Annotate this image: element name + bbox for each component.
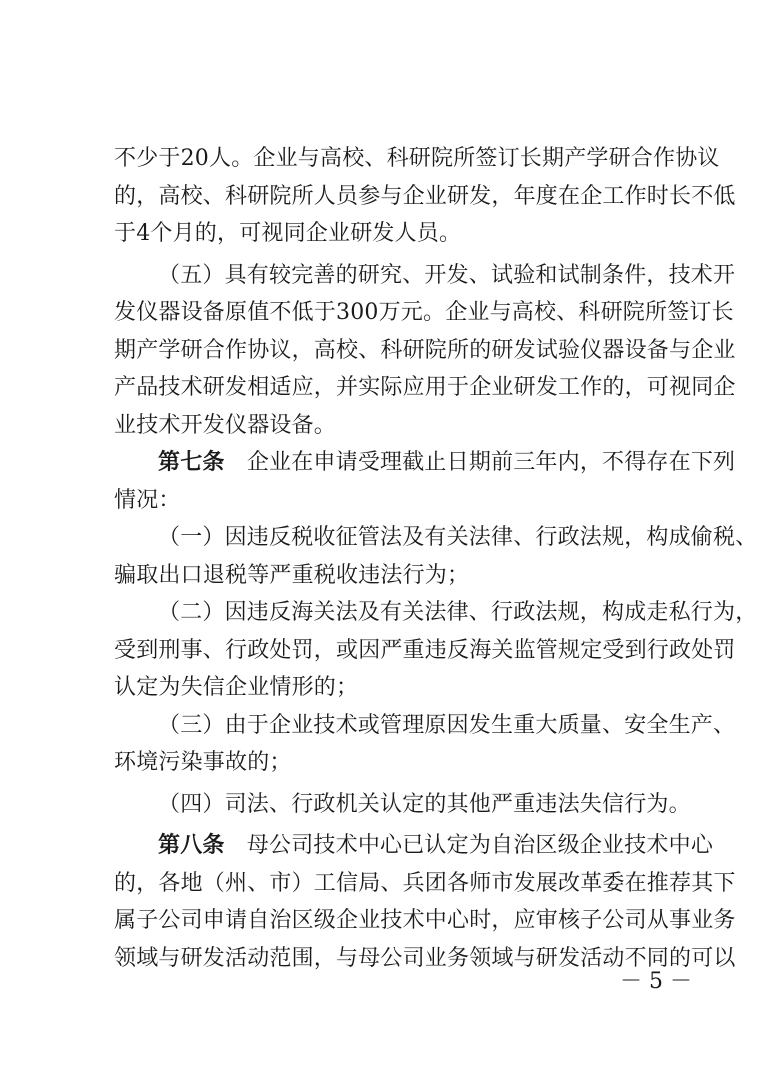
- text-line: 的，高校、科研院所人员参与企业研发，年度在企工作时长不低: [114, 183, 736, 209]
- text-line: 认定为失信企业情形的；: [114, 675, 359, 700]
- text-line: （四）司法、行政机关认定的其他严重违法失信行为。: [158, 791, 691, 817]
- text-line: 情况：: [114, 487, 181, 513]
- article-label: 第八条: [158, 832, 225, 858]
- text-line: 于4个月的，可视同企业研发人员。: [114, 221, 462, 246]
- text-line: 产品技术研发相适应，并实际应用于企业研发工作的，可视同企: [114, 375, 736, 400]
- text-line: （五）具有较完善的研究、开发、试验和试制条件，技术开: [158, 262, 736, 288]
- article-text: 企业在申请受理截止日期前三年内，不得存在下列: [246, 450, 736, 475]
- text-line: （二）因违反海关法及有关法律、行政法规，构成走私行为，: [158, 600, 758, 625]
- article-line: [114, 444, 736, 482]
- article-text: 母公司技术中心已认定为自治区级企业技术中心: [246, 833, 714, 858]
- text-line: 受到刑事、行政处罚，或因严重违反海关监管规定受到行政处罚: [114, 637, 736, 663]
- text-line: （三）由于企业技术或管理原因发生重大质量、安全生产、: [158, 712, 736, 738]
- document-body: [114, 140, 758, 977]
- text-line: 领域与研发活动范围，与母公司业务领域与研发活动不同的可以: [114, 945, 736, 971]
- text-line: 期产学研合作协议，高校、科研院所的研发试验仪器设备与企业: [114, 337, 736, 363]
- text-line: 业技术开发仪器设备。: [114, 412, 337, 438]
- text-line: 的，各地（州、市）工信局、兵团各师市发展改革委在推荐其下: [114, 870, 736, 896]
- text-line: 环境污染事故的；: [114, 750, 292, 775]
- text-line: 不少于20人。企业与高校、科研院所签订长期产学研合作协议: [114, 146, 720, 171]
- article-label: 第七条: [158, 449, 225, 475]
- text-line: 骗取出口退税等严重税收违法行为；: [114, 562, 470, 588]
- page-number: － 5 －: [620, 969, 692, 994]
- article-line: [114, 827, 714, 865]
- text-line: 属子公司申请自治区级企业技术中心时，应审核子公司从事业务: [114, 908, 736, 933]
- text-line: 发仪器设备原值不低于300万元。企业与高校、科研院所签订长: [114, 300, 734, 325]
- text-line: （一）因违反税收征管法及有关法律、行政法规，构成偷税、: [158, 525, 758, 550]
